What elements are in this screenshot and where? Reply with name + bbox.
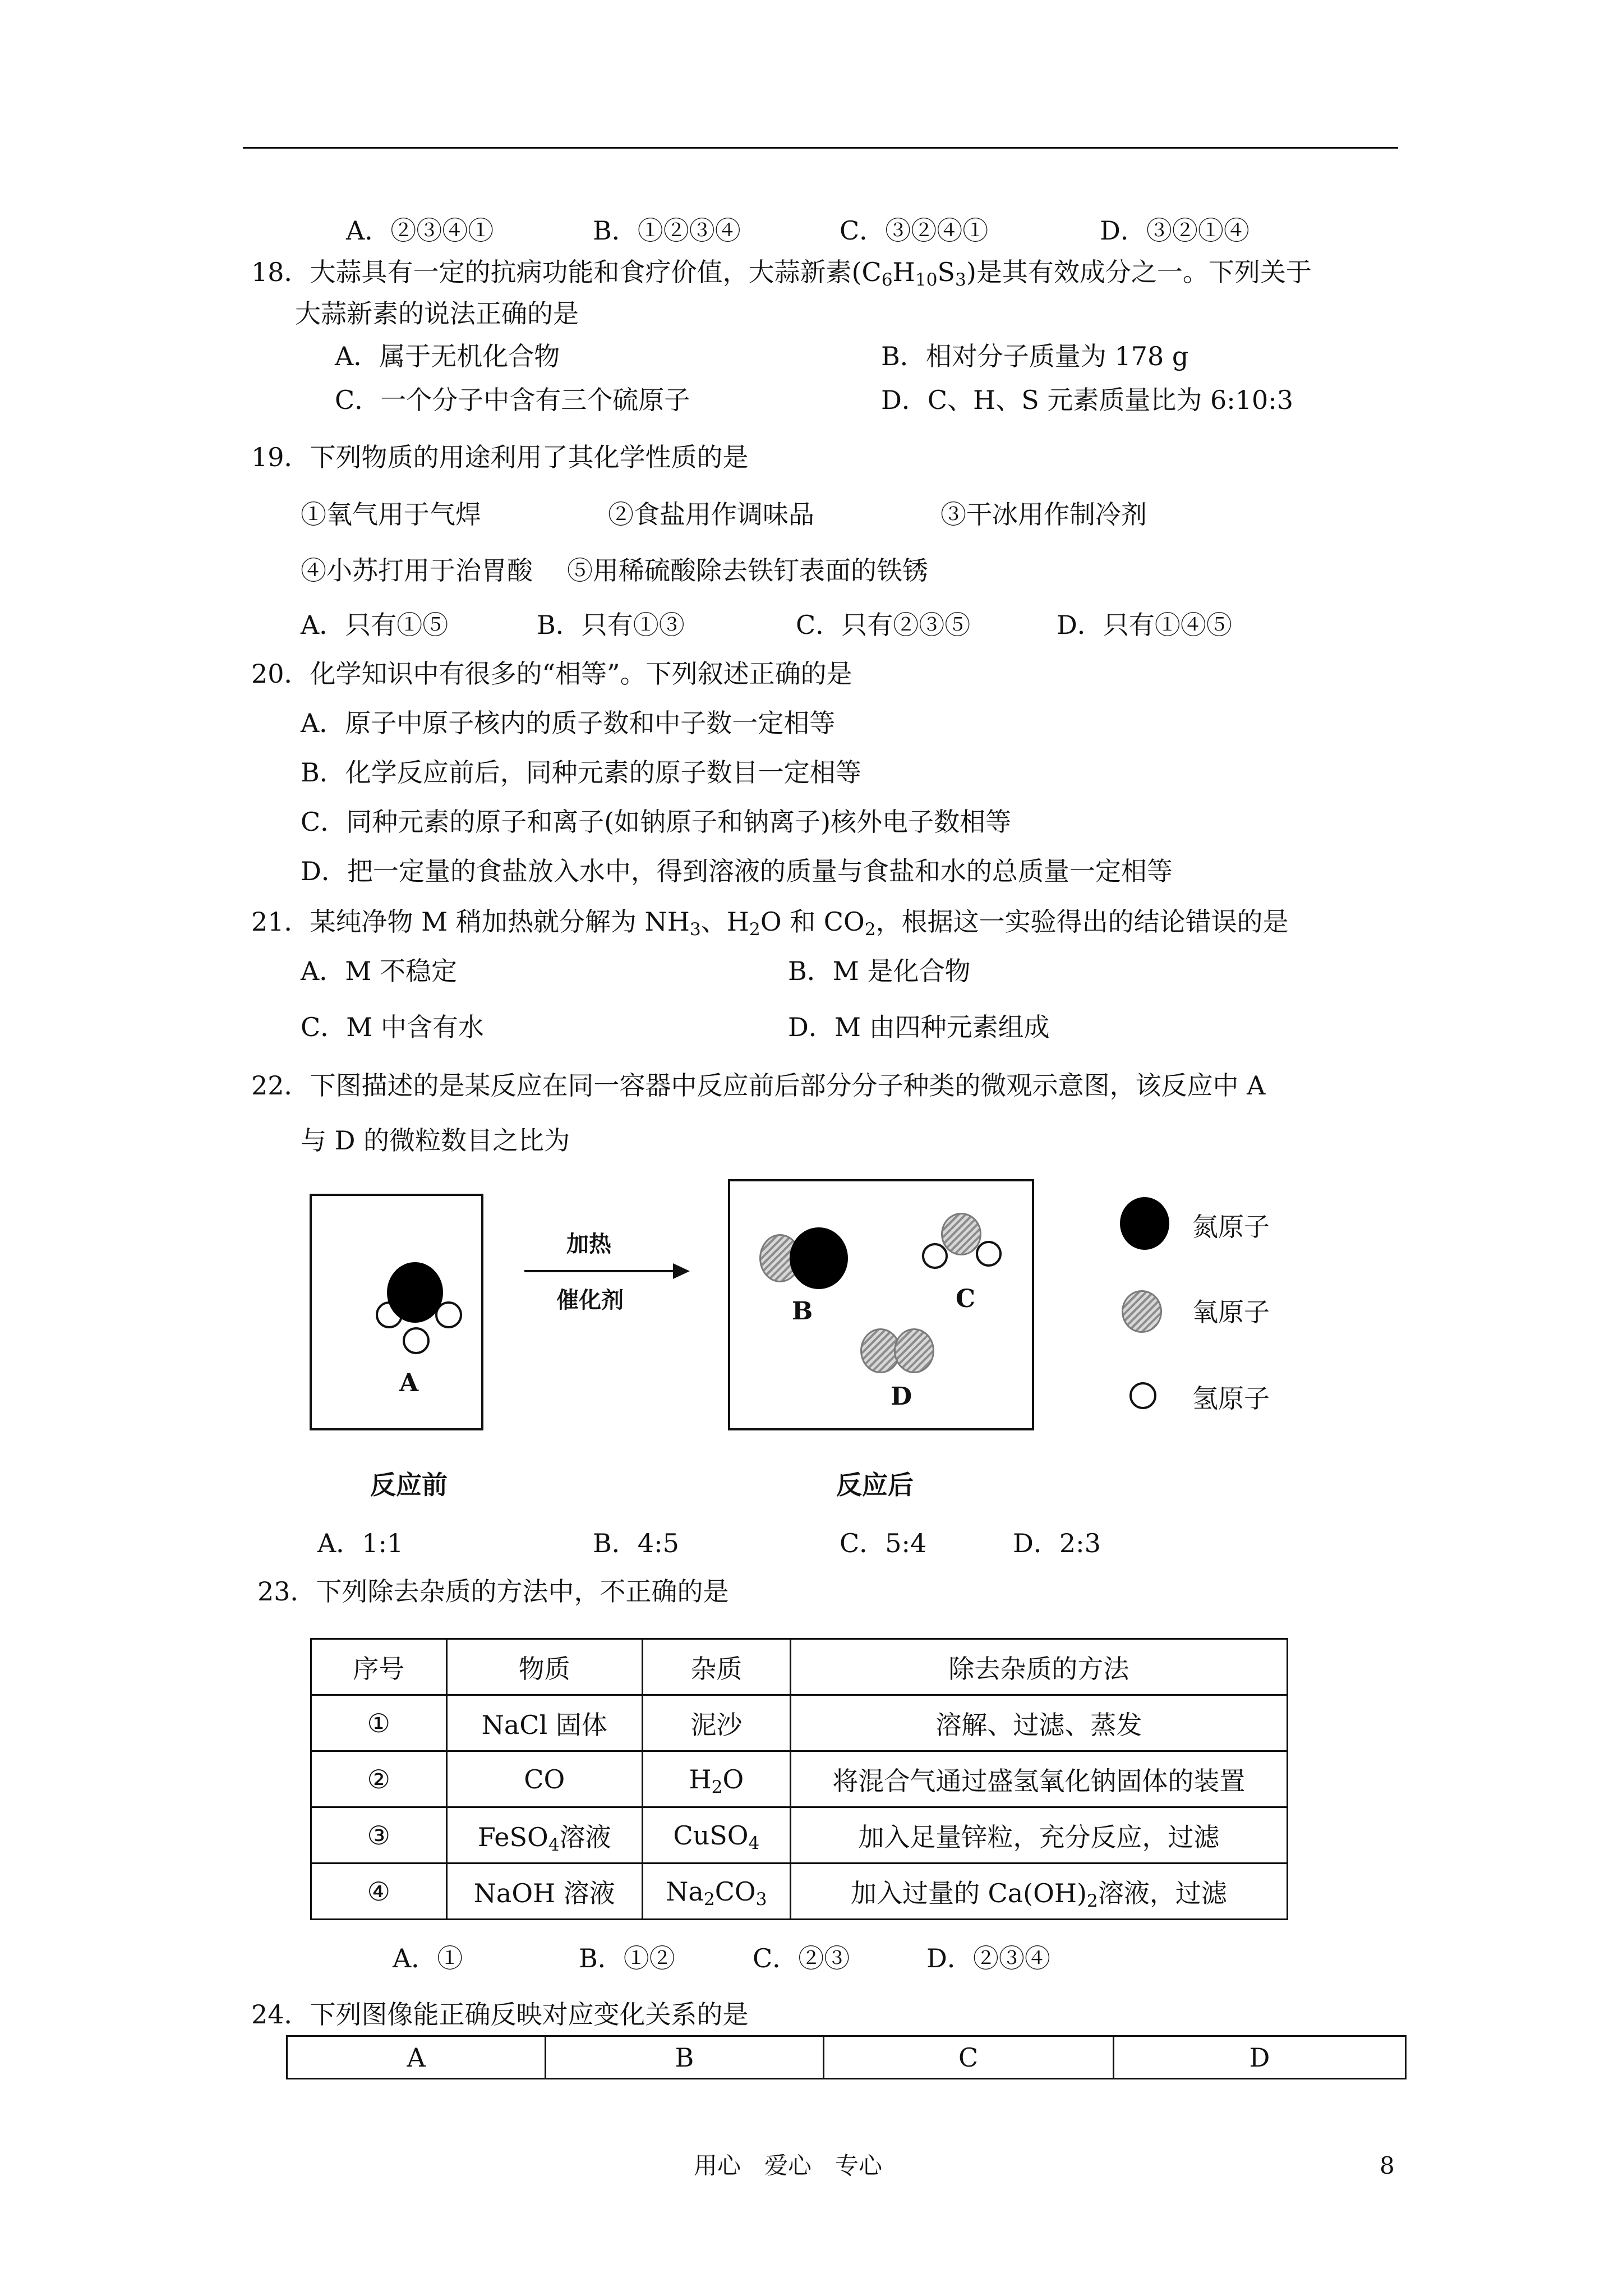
q17-option-c: C．③②④①: [840, 215, 989, 246]
after-reaction-box: [728, 1179, 1034, 1430]
q19-option-d: D．只有①④⑤: [1057, 610, 1232, 640]
arrow-condition-bottom: 催化剂: [556, 1287, 624, 1313]
q20-option-b: B．化学反应前后，同种元素的原子数目一定相等: [301, 757, 861, 788]
q18-stem-line1: 18．大蒜具有一定的抗病功能和食疗价值，大蒜新素$(C_6H_{10}S_3)$是其有效成分之一。下列关于: [251, 257, 1312, 290]
q20-option-c: C．同种元素的原子和离子(如钠原子和钠离子)核外电子数相等: [301, 807, 1012, 837]
header-cell: 序号: [311, 1639, 447, 1695]
table-row: [311, 1695, 1288, 1751]
table-cell: CuSO$_4$: [642, 1807, 790, 1864]
legend-hydrogen-icon: [1129, 1382, 1156, 1409]
molecule-label-b: B: [792, 1297, 813, 1326]
table-row: [311, 1807, 1288, 1864]
table-header-row: [311, 1639, 1288, 1695]
q23-option-b: B．①②: [579, 1943, 675, 1973]
header-cell: B: [546, 2036, 823, 2079]
table-cell: 加入足量锌粒，充分反应，过滤: [790, 1807, 1287, 1864]
q17-option-a: A．②③④①: [346, 215, 494, 246]
q23-table: [310, 1638, 1288, 1920]
q23-option-a: A．①: [393, 1943, 463, 1973]
before-reaction-caption: 反应前: [370, 1470, 448, 1500]
q21-stem: 21．某纯净物 M 稍加热就分解为 $NH_3$、$H_2O$ 和 $CO_2$，根据这一实验得出的结论错误的是: [251, 907, 1289, 940]
hydrogen-atom: [403, 1327, 430, 1354]
molecule-label-d: D: [891, 1382, 912, 1411]
hydrogen-atom: [922, 1243, 948, 1269]
q18-stem-line2: 大蒜新素的说法正确的是: [295, 298, 579, 329]
table-cell: 将混合气通过盛氢氧化钠固体的装置: [790, 1751, 1287, 1807]
table-cell: ②: [311, 1751, 447, 1807]
q20-stem: 20．化学知识中有很多的“相等”。下列叙述正确的是: [251, 659, 852, 689]
legend-oxygen-label: 氧原子: [1192, 1297, 1270, 1327]
oxygen-atom: [894, 1328, 934, 1373]
q21-option-c: C．M 中含有水: [301, 1012, 484, 1042]
after-reaction-caption: 反应后: [836, 1470, 914, 1500]
q20-option-d: D．把一定量的食盐放入水中，得到溶液的质量与食盐和水的总质量一定相等: [301, 856, 1173, 886]
table-cell: ③: [311, 1807, 447, 1864]
q18-option-d: D．C、H、S 元素质量比为 6:10:3: [881, 385, 1294, 415]
hydrogen-atom: [976, 1241, 1002, 1267]
q19-option-c: C．只有②③⑤: [796, 610, 971, 640]
legend-nitrogen-icon: [1120, 1197, 1169, 1250]
molecule-label-a: A: [399, 1369, 419, 1397]
q22-option-a: A．1:1: [317, 1528, 404, 1558]
q21-option-a: A．M 不稳定: [301, 956, 457, 986]
q19-option-b: B．只有①③: [537, 610, 685, 640]
table-cell: FeSO$_4$溶液: [446, 1807, 642, 1864]
header-rule: [243, 147, 1398, 149]
legend-oxygen-icon: [1122, 1290, 1162, 1333]
molecule-label-c: C: [956, 1285, 976, 1313]
table-cell: NaCl 固体: [446, 1695, 642, 1751]
table-cell: ④: [311, 1864, 447, 1920]
q18-option-a: A．属于无机化合物: [335, 341, 560, 371]
header-cell: 除去杂质的方法: [790, 1639, 1287, 1695]
table-cell: 加入过量的 $Ca(OH)_2$溶液，过滤: [790, 1864, 1287, 1920]
table-row: [311, 1864, 1288, 1920]
table-cell: $H_2O$: [642, 1751, 790, 1807]
before-reaction-box: [310, 1194, 483, 1430]
q21-option-d: D．M 由四种元素组成: [788, 1012, 1050, 1042]
header-cell: C: [823, 2036, 1113, 2079]
arrow-condition-top: 加热: [566, 1231, 611, 1257]
table-cell: 泥沙: [642, 1695, 790, 1751]
q21-option-b: B．M 是化合物: [788, 956, 971, 986]
q17-option-b: B．①②③④: [593, 215, 741, 246]
q23-option-c: C．②③: [753, 1943, 850, 1973]
q23-stem: 23．下列除去杂质的方法中，不正确的是: [257, 1576, 729, 1607]
q18-option-b: B．相对分子质量为 178 g: [881, 341, 1189, 371]
header-cell: 杂质: [642, 1639, 790, 1695]
q18-option-c: C．一个分子中含有三个硫原子: [335, 385, 690, 415]
table-cell: NaOH 溶液: [446, 1864, 642, 1920]
q19-item-1: ①氧气用于气焊: [301, 499, 481, 530]
q23-option-d: D．②③④: [926, 1943, 1050, 1973]
q19-item-5: ⑤用稀硫酸除去铁钉表面的铁锈: [567, 555, 928, 586]
header-cell: D: [1113, 2036, 1405, 2079]
nitrogen-atom: [790, 1227, 848, 1289]
footer-motto: 用心 爱心 专心: [694, 2152, 883, 2179]
table-cell: 溶解、过滤、蒸发: [790, 1695, 1287, 1751]
q22-option-c: C．5:4: [840, 1528, 927, 1558]
header-cell: A: [287, 2036, 546, 2079]
q19-item-2: ②食盐用作调味品: [608, 499, 814, 530]
table-header-row: [287, 2036, 1406, 2079]
header-cell: 物质: [446, 1639, 642, 1695]
legend-hydrogen-label: 氢原子: [1192, 1383, 1270, 1414]
q24-stem: 24．下列图像能正确反映对应变化关系的是: [251, 1999, 749, 2030]
table-cell: ①: [311, 1695, 447, 1751]
page-number: 8: [1380, 2152, 1395, 2179]
table-row: [311, 1751, 1288, 1807]
q20-option-a: A．原子中原子核内的质子数和中子数一定相等: [301, 708, 836, 738]
table-cell: CO: [446, 1751, 642, 1807]
table-cell: $Na_2CO_3$: [642, 1864, 790, 1920]
q19-item-3: ③干冰用作制冷剂: [940, 499, 1147, 530]
nitrogen-atom: [387, 1262, 443, 1323]
legend-nitrogen-label: 氮原子: [1192, 1212, 1270, 1242]
q22-stem-line2: 与 D 的微粒数目之比为: [301, 1125, 570, 1156]
q17-option-d: D．③②①④: [1100, 215, 1249, 246]
q24-table: [286, 2035, 1407, 2079]
q19-stem: 19．下列物质的用途利用了其化学性质的是: [251, 442, 749, 472]
q22-option-d: D．2:3: [1013, 1528, 1101, 1558]
reaction-arrow: [524, 1270, 684, 1272]
q19-item-4: ④小苏打用于治胃酸: [301, 555, 533, 586]
arrow-head-icon: [673, 1263, 690, 1279]
q19-option-a: A．只有①⑤: [301, 610, 449, 640]
oxygen-atom: [941, 1213, 981, 1255]
q22-option-b: B．4:5: [593, 1528, 679, 1558]
q22-stem-line1: 22．下图描述的是某反应在同一容器中反应前后部分分子种类的微观示意图，该反应中 A: [251, 1070, 1266, 1101]
